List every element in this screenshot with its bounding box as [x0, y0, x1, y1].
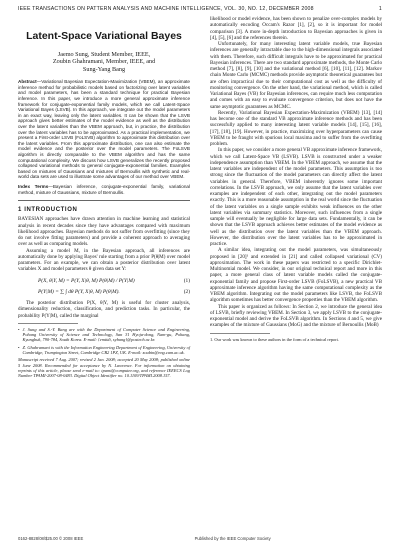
copyright-notice: 0162-8828/08/$25.00 © 2008 IEEE	[18, 536, 84, 541]
right-column	[210, 16, 382, 342]
abstract-divider	[18, 200, 190, 201]
author-line-3: Sung-Yang Bang	[82, 65, 126, 73]
right-paragraph-4: A similar idea, integrating out the model parameters, was simultaneously proposed in [20]¹ and extended in [21] and called collapsed variational (CV) approximation. The work in these papers was restricted to a specific Dirichlet-Multinomial model. We consider, in our original technical report and more in this paper, a more general class of latent variable models called the conjugate-exponential family and propose First-order LSVB (FoLSVB), a new practical VB approximate inference algorithm having the same computational complexity as the VBEM algorithm. Integrating out the model parameters like LSVB, the FoLSVB algorithm sometimes has better convergence properties than the VBEM algorithm.	[210, 247, 382, 304]
section-heading: 1 INTRODUCTION	[18, 207, 78, 214]
index-terms-text: —Bayesian inference, conjugate-exponential family, variational method, mixture of Gaussians, mixture of Bernoullis.	[18, 183, 190, 195]
equation-1-number: (1)	[183, 277, 190, 284]
author-list	[18, 51, 190, 73]
running-header	[18, 6, 382, 12]
equation-2-body: P(Y|M) = ∑ ∫ dθ P(Y, X|θ, M) P(θ|M).	[38, 288, 120, 295]
author-line-2: Zoubin Ghahramani, Member, IEEE, and	[52, 58, 156, 66]
right-footnote-divider	[210, 333, 270, 334]
right-paragraph-1: Unfortunately, for many interesting latent variable models, true Bayesian inferences are generally intractable due to the high-dimensional integrals associated with them. Therefore, such difficult integrals have to be approximated for practical Bayesian inferences. There are two standard approximate methods, the Monte Carlo method [7], [8], [9], [10] and the variational method [6], [10], [11], [12]. Markov chain Monte Carlo (MCMC) methods provide asymptotic theoretical guarantees but are often impractical due to their computational cost as well as the difficulty of monitoring convergence. On the other hand, the variational method, which is called Variational Bayes (VB) for Bayesian inferences, can require much less computation and comes with an easy to evaluate convergence criterion, but does not have the same asymptotic guarantees as MCMC.	[210, 41, 382, 110]
page-footer	[18, 536, 382, 541]
equation-2	[38, 289, 190, 295]
left-column	[18, 16, 190, 379]
footnote-affiliation-2: Z. Ghahramani is with the Information Engineering Department of Engineering, University of Cambridge, Trumpington Street, Cambridge CB2 1PZ, UK. E-mail: zoubin@eng.cam.ac.uk.	[22, 344, 190, 356]
intro-paragraph-2: Assuming a model M, in the Bayesian approach, all inferences are automatically done by applying Bayes' rule starting from a prior P(θ|M) over model parameters. For an example, we can obtain a posterior distribution over latent variables X and model parameters θ given data set Y:	[18, 247, 190, 273]
journal-header: IEEE TRANSACTIONS ON PATTERN ANALYSIS AND MACHINE INTELLIGENCE, VOL. 30, NO. 12, DECEMBER 2008	[18, 6, 314, 12]
right-paragraph-5: This paper is organized as follows: In Section 2, we introduce the general idea of LSVB, briefly reviewing VBEM. In Section 3, we apply LSVB to the conjugate-exponential model and derive the FoLSVB algorithm. In Sections 4 and 5, we give examples of the mixture of Gaussians (MoG) and the mixture of Bernoullis (MoB)	[210, 303, 382, 329]
index-terms	[18, 184, 190, 195]
affiliation-footnotes	[18, 327, 190, 355]
intro-paragraph-3: The posterior distribution P(X, θ|Y, M) is useful for cluster analysis, dimensionality reduction, classification, and prediction tasks. In particular, the probability P(Y|M), called the marginal	[18, 300, 190, 319]
footnote-item: • Z. Ghahramani is with the Information Engineering Department of Engineering, University of Cambridge, Trumpington Street, Cambridge CB2 1PZ, UK. E-mail: zoubin@eng.cam.ac.uk.	[18, 344, 190, 356]
intro-paragraph-1: BAYESIAN approaches have drawn attention in machine learning and statistical analysis in recent decades since they have advantages compared with maximum likelihood approaches. Bayesian methods do not suffer from overfitting (since they do not involve fitting parameters) and provide a coherent approach to averaging over as well as comparing models.	[18, 216, 190, 248]
footnote-affiliation-1: J. Sung and S.-Y. Bang are with the Department of Computer Science and Engineering, Pohang University of Science and Technology, San 31 Hyoja-dong, Nam-gu, Pohang, Kyungbuk, 790-784, South Korea. E-mail: {emtidi, sybang}@postech.ac.kr.	[22, 326, 190, 343]
footnote-divider	[18, 323, 78, 324]
equation-1-body: P(X, θ|Y, M) = P(Y, X|θ, M) P(θ|M) / P(Y|M)	[38, 277, 135, 284]
abstract	[18, 79, 190, 180]
paper-title: Latent-Space Variational Bayes	[26, 30, 182, 42]
abstract-label: Abstract	[18, 79, 37, 85]
index-terms-label: Index Terms	[18, 183, 49, 189]
right-footnote: 1. Our work was known to these authors in the form of a technical report.	[210, 336, 340, 342]
right-paragraph-0: likelihood or model evidence, has been shown to penalize over-complex models by automatically encoding Occam's Razor [1], [2], so it is important for model comparison [3]. A more in-depth introduction to Bayesian approaches is given in [4], [5], [6] and the references therein.	[210, 16, 382, 41]
right-paragraph-3: In this paper, we consider a more general VB approximate inference framework, which we call Latent-Space VB (LSVB). LSVB is constructed under a weaker independence assumption than VBEM. In the VBEM approach, we assume that the latent variables are independent of the model parameters. This assumption is too strong since the fluctuation of the model parameters can directly affect the latent variables in general. Therefore, VBEM inherently ignores some important correlations. In the LSVB approach, we only assume that the latent variables over examples are independent of each other, integrating out the model parameters exactly. This is a more reasonable assumption in the real world since the fluctuation of the latent variables on a single sample exhibits weak influences on the other latent variables via summary statistics. Moreover, such influences from a single sample will eventually be negligible for large data sets. Fundamentally, it can be shown that the LSVB approach achieves better estimates of the model evidence as well as the distribution over the latent variables than the VBEM approach. However, the distribution over the latent variables has to be approximated in practice.	[210, 147, 382, 247]
publisher-notice: Published by the IEEE Computer Society	[194, 536, 271, 541]
right-paragraph-2: Recently, Variational Bayesian Expectation-Maximization (VBEM) [13], [14] has become one of the standard VB approximate inference methods and has been successfully applied to many interesting latent variable models [14], [15], [16], [17], [18], [19]. However, in practice, maximizing over hyperparameters can cause VBEM to be fraught with spurious local maxima and to suffer from the overfitting problem.	[210, 109, 382, 147]
page-number: 1	[378, 6, 382, 12]
footnote-item: • J. Sung and S.-Y. Bang are with the Department of Computer Science and Engineering, Pohang University of Science and Technology, San 31 Hyoja-dong, Nam-gu, Pohang, Kyungbuk, 790-784, South Korea. E-mail: {emtidi, sybang}@postech.ac.kr.	[18, 326, 190, 343]
author-line-1: Jaemo Sung, Student Member, IEEE,	[57, 51, 151, 58]
equation-1	[38, 278, 190, 284]
equation-2-number: (2)	[183, 288, 190, 295]
manuscript-note: Manuscript received 7 Aug. 2007; revised 2 Jan. 2008; accepted 20 May 2008; published online 5 June 2008. Recommended for acceptance by N. Lawrence. For information on obtaining reprints of this article, please send e-mail to: tpami@computer.org, and reference IEEECS Log Number TPAMI-2007-08-0483. Digital Object Identifier no. 10.1109/TPAMI.2008.157.	[18, 357, 190, 379]
abstract-text: —Variational Bayesian Expectation-Maximization (VBEM), an approximate inference method for probabilistic models based on factorizing over latent variables and model parameters, has been a standard technique for practical Bayesian inference. In this paper, we introduce a more general approximate inference framework for conjugate-exponential family models, which we call Latent-Space Variational Bayes (LSVB). In this approach, we integrate out the model parameters in an exact way, leaving only the latent variables. It can be shown that the LSVB approach gives better estimates of the model evidence as well as the distribution over the latent variables than the VBEM approach, but, in practice, the distribution over the latent variables has to be approximated. As a practical implementation, we present a First-order LSVB (FoLSVB) algorithm to approximate this distribution over the latent variables. From this approximate distribution, one can also estimate the model evidence and the posterior over the model parameters. The FoLSVB algorithm is directly comparable to the VBEM algorithm and has the same computational complexity. We discuss how LSVB generalizes the recently proposed collapsed variational methods to general conjugate-exponential families. Examples based on mixtures of Gaussians and mixtures of Bernoullis with synthetic and real-world data sets are used to illustrate some advantages of our method over VBEM.	[18, 79, 190, 180]
